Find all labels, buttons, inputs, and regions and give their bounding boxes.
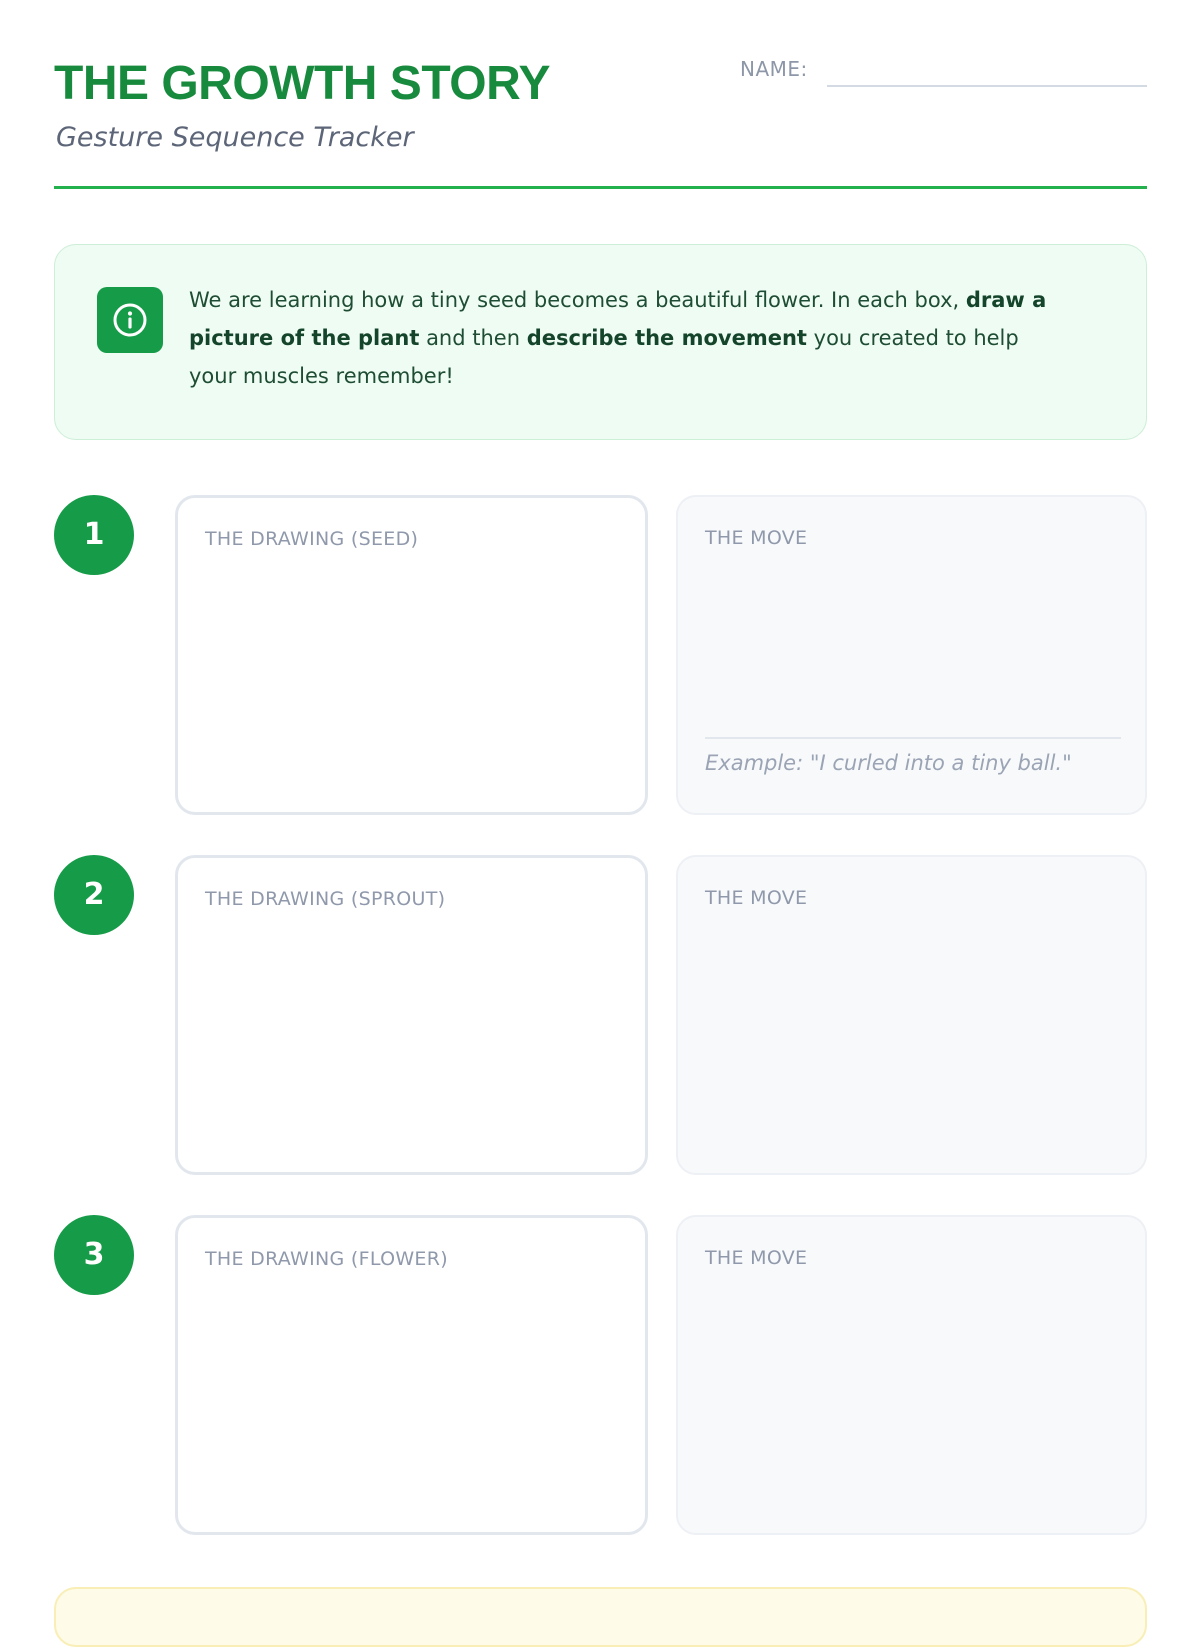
footer-note-box [54,1587,1147,1647]
move-label: THE MOVE [705,1247,808,1269]
page-subtitle: Gesture Sequence Tracker [56,122,414,153]
step-number-badge: 2 [54,855,134,935]
header-divider [54,186,1147,189]
name-field[interactable] [827,85,1147,87]
move-area-seed[interactable] [676,495,1147,815]
move-area-sprout[interactable] [676,855,1147,1175]
drawing-label: THE DRAWING (SPROUT) [205,888,446,910]
instructions-text: We are learning how a tiny seed becomes a beautiful flower. In each box, draw a picture of the plant and then describe the movement you created to help your muscles remember! [189,288,1047,388]
step-row-2 [54,855,1147,1175]
step-number-badge: 1 [54,495,134,575]
page-title: THE GROWTH STORY [54,57,550,110]
worksheet-page [54,0,1147,1600]
move-example-text: Example: "I curled into a tiny ball." [705,751,1072,775]
drawing-label: THE DRAWING (SEED) [205,528,419,550]
move-label: THE MOVE [705,887,808,909]
move-label: THE MOVE [705,527,808,549]
drawing-label: THE DRAWING (FLOWER) [205,1248,448,1270]
step-number-badge: 3 [54,1215,134,1295]
drawing-area-flower[interactable] [175,1215,648,1535]
drawing-area-seed[interactable] [175,495,648,815]
name-label: NAME: [740,57,808,81]
instructions-emphasis-describe: describe the movement [526,326,807,350]
move-area-flower[interactable] [676,1215,1147,1535]
info-icon [97,287,163,353]
step-row-3 [54,1215,1147,1535]
move-divider [705,737,1121,739]
instructions-emphasis-draw: draw a picture of the plant [189,288,1047,350]
instructions-box [54,244,1147,440]
step-row-1 [54,495,1147,815]
drawing-area-sprout[interactable] [175,855,648,1175]
